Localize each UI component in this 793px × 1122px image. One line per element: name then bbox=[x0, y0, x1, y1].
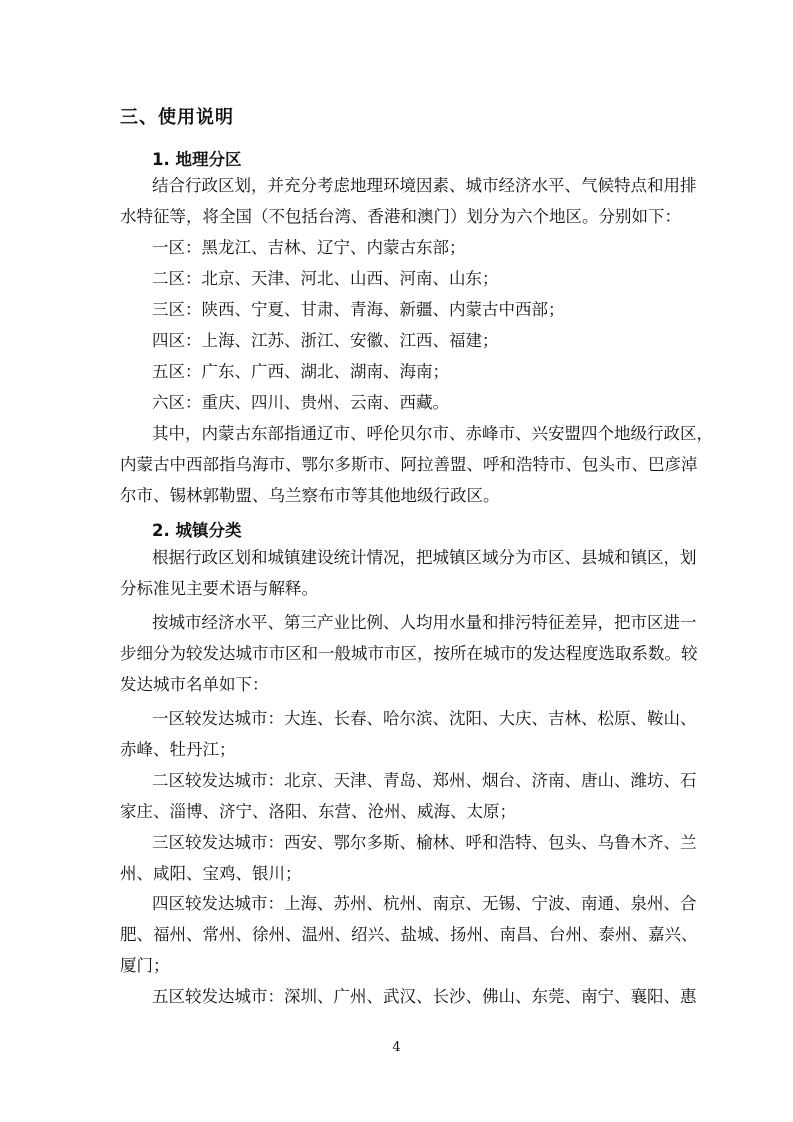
region-item: 二区：北京、天津、河北、山西、河南、山东； bbox=[152, 269, 499, 288]
city-list-line: 厦门； bbox=[120, 956, 170, 975]
paragraph-line: 步细分为较发达城市市区和一般城市市区，按所在城市的发达程度选取系数。较 bbox=[120, 644, 698, 663]
page-number: 4 bbox=[392, 1040, 401, 1055]
city-list-line: 赤峰、牡丹江； bbox=[120, 740, 236, 759]
city-list-line: 五区较发达城市：深圳、广州、武汉、长沙、佛山、东莞、南宁、襄阳、惠 bbox=[152, 987, 697, 1006]
region-item: 六区：重庆、四川、贵州、云南、西藏。 bbox=[152, 393, 449, 412]
region-item: 五区：广东、广西、湖北、湖南、海南； bbox=[152, 362, 449, 381]
section-heading: 三、使用说明 bbox=[120, 107, 234, 128]
region-item: 一区：黑龙江、吉林、辽宁、内蒙古东部； bbox=[152, 238, 466, 257]
paragraph-line: 按城市经济水平、第三产业比例、人均用水量和排污特征差异，把市区进一 bbox=[152, 613, 697, 632]
city-list-line: 家庄、淄博、济宁、洛阳、东营、沧州、威海、太原； bbox=[120, 802, 516, 821]
paragraph-line: 发达城市名单如下： bbox=[120, 675, 269, 694]
city-list-line: 一区较发达城市：大连、长春、哈尔滨、沈阳、大庆、吉林、松原、鞍山、 bbox=[152, 709, 697, 728]
paragraph-line: 其中，内蒙古东部指通辽市、呼伦贝尔市、赤峰市、兴安盟四个地级行政区， bbox=[152, 424, 713, 443]
paragraph-line: 水特征等，将全国（不包括台湾、香港和澳门）划分为六个地区。分别如下： bbox=[120, 207, 681, 226]
paragraph-line: 内蒙古中西部指乌海市、鄂尔多斯市、阿拉善盟、呼和浩特市、包头市、巴彦淖 bbox=[120, 455, 698, 474]
city-list-line: 州、咸阳、宝鸡、银川； bbox=[120, 864, 302, 883]
subsection-title-town-classification: 2. 城镇分类 bbox=[152, 521, 242, 540]
city-list-line: 肥、福州、常州、徐州、温州、绍兴、盐城、扬州、南昌、台州、泰州、嘉兴、 bbox=[120, 925, 698, 944]
city-list-line: 三区较发达城市：西安、鄂尔多斯、榆林、呼和浩特、包头、乌鲁木齐、兰 bbox=[152, 833, 697, 852]
region-item: 三区：陕西、宁夏、甘肃、青海、新疆、内蒙古中西部； bbox=[152, 300, 565, 319]
paragraph-line: 根据行政区划和城镇建设统计情况，把城镇区域分为市区、县城和镇区，划 bbox=[152, 548, 697, 567]
paragraph-line: 分标准见主要术语与解释。 bbox=[120, 579, 318, 598]
paragraph-line: 尔市、锡林郭勒盟、乌兰察布市等其他地级行政区。 bbox=[120, 486, 500, 505]
paragraph-line: 结合行政区划，并充分考虑地理环境因素、城市经济水平、气候特点和用排 bbox=[152, 176, 697, 195]
region-item: 四区：上海、江苏、浙江、安徽、江西、福建； bbox=[152, 331, 499, 350]
subsection-title-geographic-zoning: 1. 地理分区 bbox=[152, 150, 242, 169]
city-list-line: 四区较发达城市：上海、苏州、杭州、南京、无锡、宁波、南通、泉州、合 bbox=[152, 894, 697, 913]
city-list-line: 二区较发达城市：北京、天津、青岛、郑州、烟台、济南、唐山、潍坊、石 bbox=[152, 771, 697, 790]
